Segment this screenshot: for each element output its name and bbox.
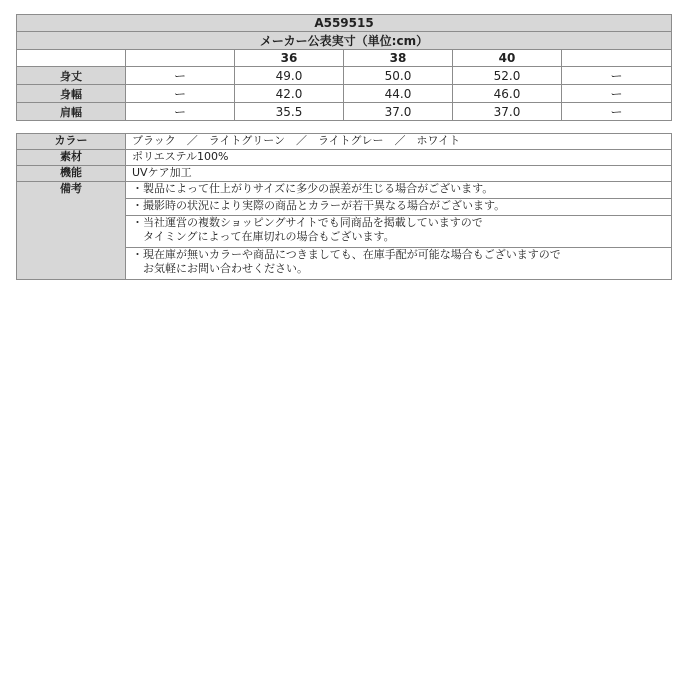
function-label: 機能 xyxy=(17,166,126,182)
note-line: タイミングによって在庫切れの場合もございます。 xyxy=(132,230,395,243)
size-header-blank xyxy=(126,50,235,67)
product-code: A559515 xyxy=(17,15,672,32)
color-value: ブラック ／ ライトグリーン ／ ライトグレー ／ ホワイト xyxy=(126,134,672,150)
row-label-length: 身丈 xyxy=(17,67,126,85)
dash-cell: ー xyxy=(562,103,672,121)
note-item xyxy=(126,248,672,280)
notes-label: 備考 xyxy=(17,182,126,280)
material-value: ポリエステル100% xyxy=(126,150,672,166)
table-row xyxy=(17,85,672,103)
size-caption: メーカー公表実寸（単位:cm） xyxy=(17,32,672,50)
dash-cell: ー xyxy=(126,67,235,85)
size-header-36: 36 xyxy=(235,50,344,67)
value-cell: 44.0 xyxy=(344,85,453,103)
material-label: 素材 xyxy=(17,150,126,166)
size-header-blank xyxy=(562,50,672,67)
dash-cell: ー xyxy=(126,85,235,103)
note-line: ・製品によって仕上がりサイズに多少の誤差が生じる場合がございます。 xyxy=(132,182,494,195)
info-table xyxy=(16,133,672,280)
dash-cell: ー xyxy=(126,103,235,121)
table-row xyxy=(17,67,672,85)
value-cell: 37.0 xyxy=(453,103,562,121)
value-cell: 35.5 xyxy=(235,103,344,121)
note-line: お気軽にお問い合わせください。 xyxy=(132,262,308,275)
note-item xyxy=(126,182,672,199)
value-cell: 50.0 xyxy=(344,67,453,85)
value-cell: 46.0 xyxy=(453,85,562,103)
size-header-40: 40 xyxy=(453,50,562,67)
size-header-38: 38 xyxy=(344,50,453,67)
row-label-shoulder: 肩幅 xyxy=(17,103,126,121)
dash-cell: ー xyxy=(562,85,672,103)
value-cell: 52.0 xyxy=(453,67,562,85)
note-item xyxy=(126,216,672,248)
dash-cell: ー xyxy=(562,67,672,85)
value-cell: 42.0 xyxy=(235,85,344,103)
value-cell: 37.0 xyxy=(344,103,453,121)
table-row xyxy=(17,103,672,121)
function-value: UVケア加工 xyxy=(126,166,672,182)
color-label: カラー xyxy=(17,134,126,150)
value-cell: 49.0 xyxy=(235,67,344,85)
note-line: ・当社運営の複数ショッピングサイトでも同商品を掲載していますので xyxy=(132,216,483,229)
row-label-width: 身幅 xyxy=(17,85,126,103)
note-item xyxy=(126,199,672,216)
note-line: ・現在庫が無いカラーや商品につきましても、在庫手配が可能な場合もございますので xyxy=(132,248,561,261)
size-table xyxy=(16,14,672,121)
size-header-blank xyxy=(17,50,126,67)
note-line: ・撮影時の状況により実際の商品とカラーが若干異なる場合がございます。 xyxy=(132,199,506,212)
